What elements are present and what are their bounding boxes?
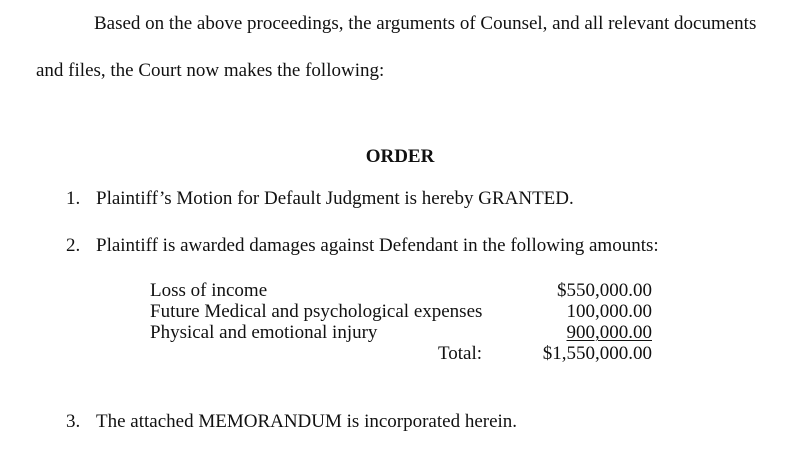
order-heading: ORDER — [365, 146, 435, 167]
damages-table — [150, 280, 652, 364]
item-number: 1. — [66, 188, 81, 209]
damages-amount: $550,000.00 — [557, 280, 652, 301]
item-number: 2. — [66, 235, 81, 256]
damages-row-future-medical — [150, 301, 652, 322]
item-text: Plaintiff’s Motion for Default Judgment is hereby GRANTED. — [96, 188, 574, 209]
order-item-3 — [66, 412, 517, 431]
damages-label: Future Medical and psychological expenses — [150, 301, 483, 322]
intro-line-2: and files, the Court now makes the following: — [36, 60, 385, 81]
damages-amount: 900,000.00 — [566, 322, 652, 343]
total-amount: $1,550,000.00 — [542, 343, 652, 364]
damages-total-row — [150, 343, 652, 364]
item-text: Plaintiff is awarded damages against Defendant in the following amounts: — [96, 235, 659, 256]
damages-row-loss-of-income — [150, 280, 652, 301]
order-item-2 — [66, 236, 659, 255]
order-item-1 — [66, 189, 574, 208]
intro-line-1: Based on the above proceedings, the arguments of Counsel, and all relevant documents — [94, 13, 757, 34]
damages-label: Loss of income — [150, 280, 268, 301]
damages-amount: 100,000.00 — [566, 301, 652, 322]
total-label: Total: — [438, 343, 483, 364]
damages-row-physical-emotional — [150, 322, 652, 343]
damages-label: Physical and emotional injury — [150, 322, 378, 343]
item-text: The attached MEMORANDUM is incorporated herein. — [96, 411, 518, 432]
item-number: 3. — [66, 411, 81, 432]
